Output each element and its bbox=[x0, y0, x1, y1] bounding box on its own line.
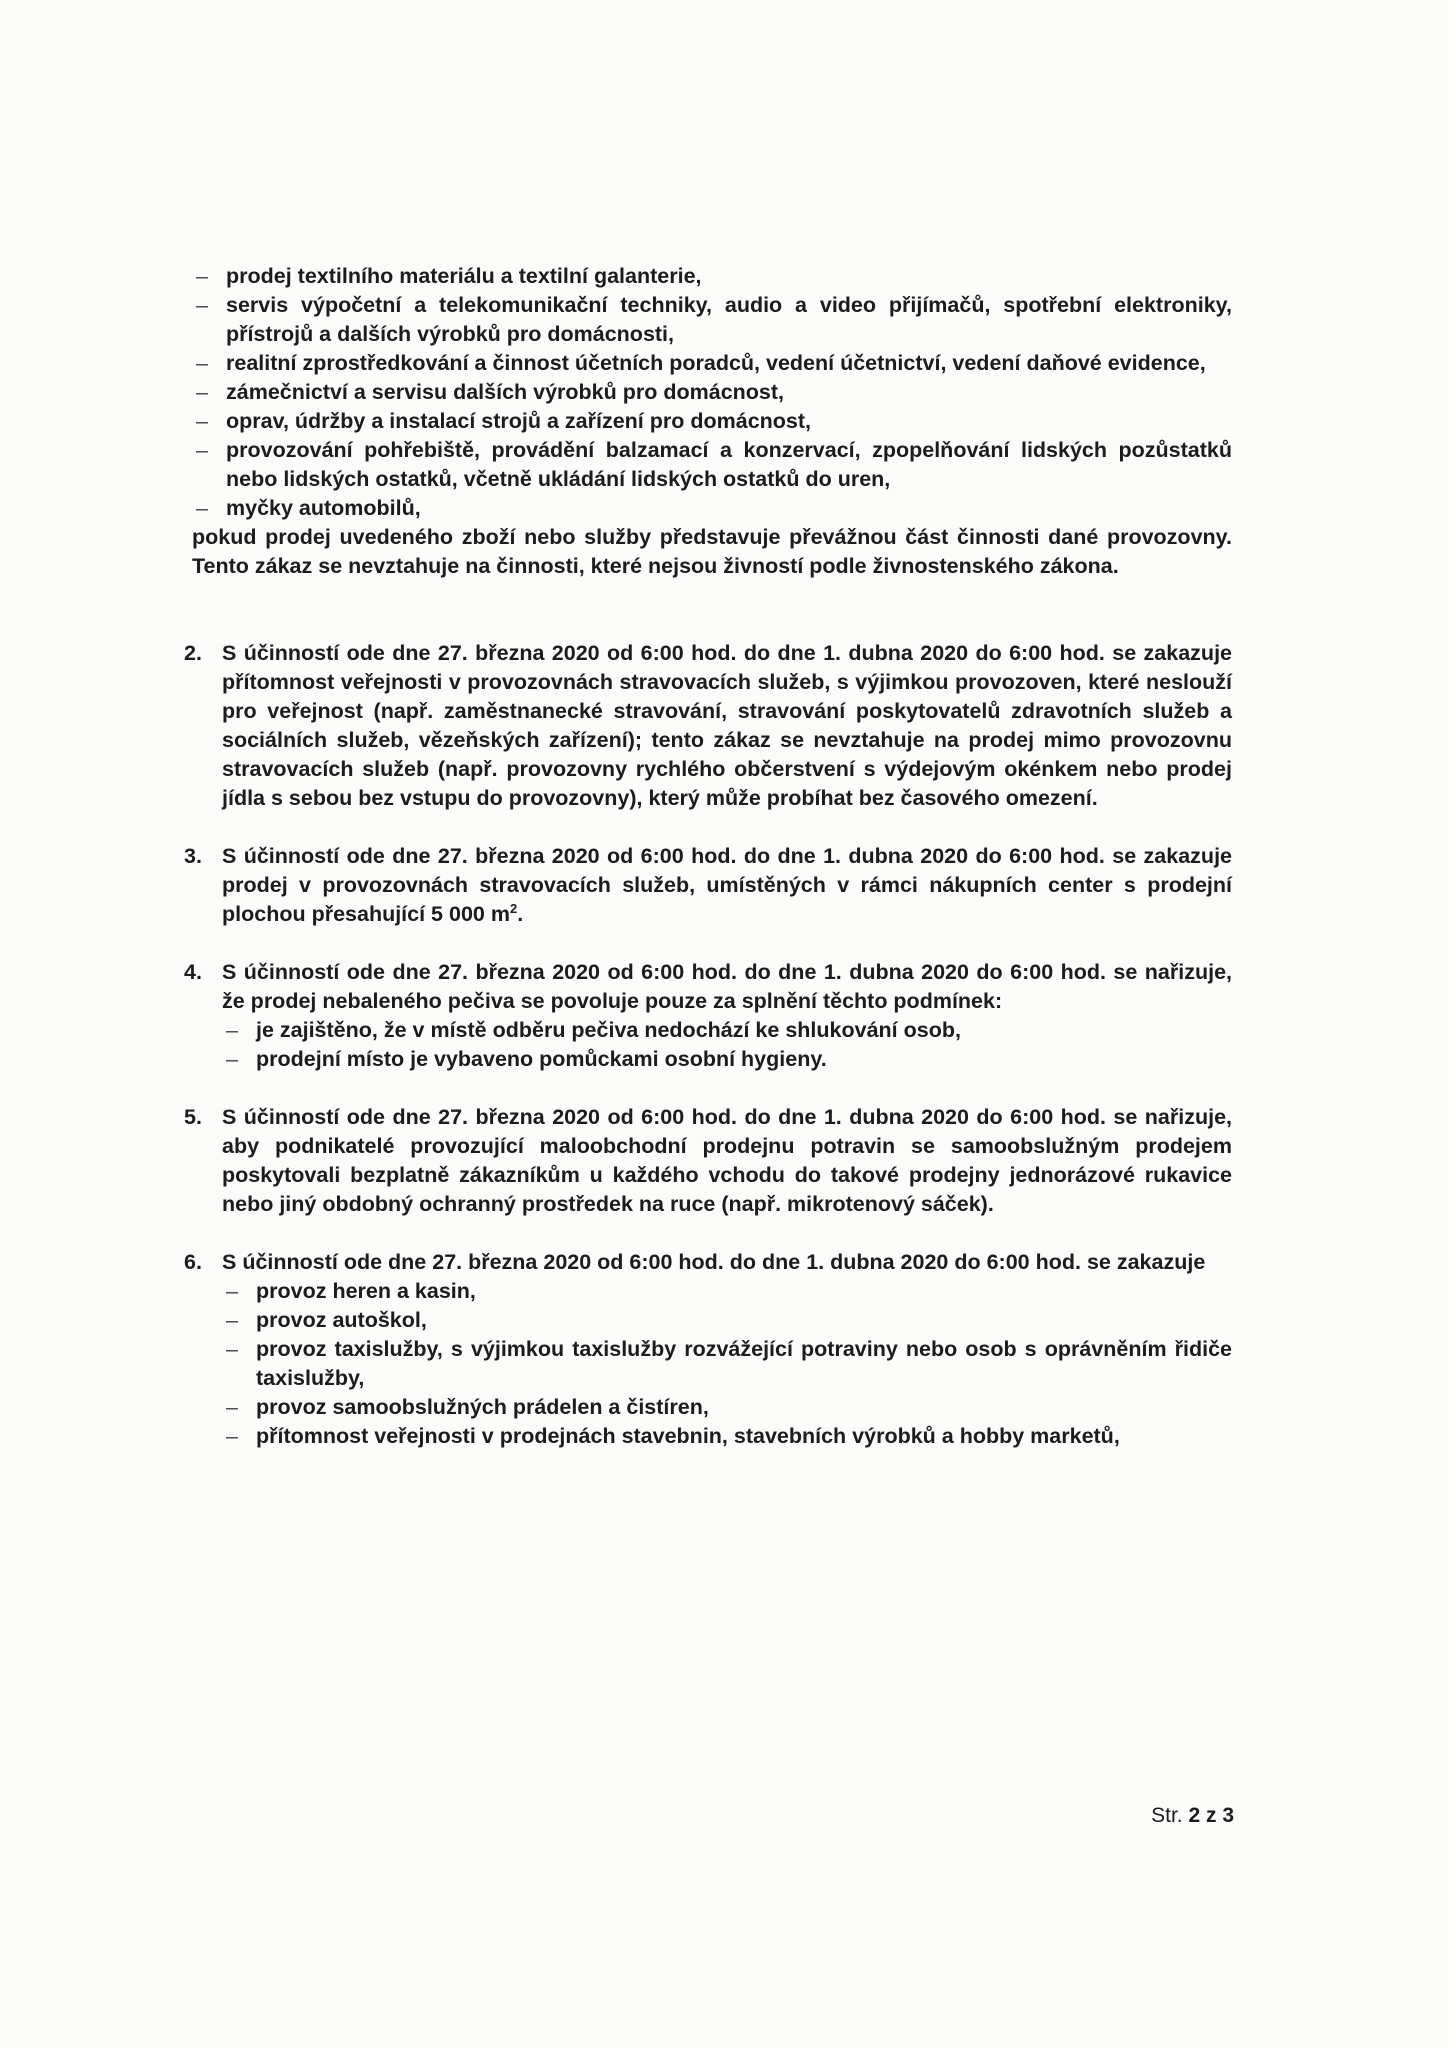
section-number: 4. bbox=[184, 960, 202, 984]
list-item: – provoz heren a kasin, bbox=[222, 1277, 1232, 1306]
list-item: – servis výpočetní a telekomunikační techniky, audio a video přijímačů, spotřební elektroniky, přístrojů a dalších výrobků pro domácnosti, bbox=[192, 291, 1232, 349]
section-4-list bbox=[222, 1016, 1232, 1074]
section-text: S účinností ode dne 27. března 2020 od 6:00 hod. do dne 1. dubna 2020 do 6:00 hod. se nařizuje, že prodej nebaleného pečiva se povoluje pouze za splnění těchto podmínek: bbox=[222, 960, 1232, 1013]
section-number: 6. bbox=[184, 1250, 202, 1274]
superscript: 2 bbox=[509, 900, 518, 916]
list-item: – provoz samoobslužných prádelen a čistíren, bbox=[222, 1393, 1232, 1422]
section-6-list bbox=[222, 1277, 1232, 1451]
section-2 bbox=[184, 639, 1232, 813]
section-text: S účinností ode dne 27. března 2020 od 6:00 hod. do dne 1. dubna 2020 do 6:00 hod. se zakazuje bbox=[222, 1250, 1206, 1274]
list-item: – oprav, údržby a instalací strojů a zařízení pro domácnost, bbox=[192, 407, 1232, 436]
page-footer bbox=[1151, 1804, 1234, 1828]
section-6 bbox=[184, 1248, 1232, 1451]
section-tail: . bbox=[517, 902, 524, 926]
section-text: S účinností ode dne 27. března 2020 od 6:00 hod. do dne 1. dubna 2020 do 6:00 hod. se zakazuje prodej v provozovnách stravovacích služeb, umístěných v rámci nákupních center s prodejní plochou přesahující 5 000 m bbox=[222, 844, 1232, 926]
document-body bbox=[184, 262, 1232, 1451]
section-text: S účinností ode dne 27. března 2020 od 6:00 hod. do dne 1. dubna 2020 do 6:00 hod. se nařizuje, aby podnikatelé provozující maloobchodní prodejnu potravin se samoobslužným prodejem poskytovali bezplatně zákazníkům u každého vchodu do takové prodejny jednorázové rukavice nebo jiný obdobný ochranný prostředek na ruce (např. mikrotenový sáček). bbox=[222, 1105, 1232, 1216]
section-number: 3. bbox=[184, 844, 202, 868]
section-number: 5. bbox=[184, 1105, 202, 1129]
section-text: S účinností ode dne 27. března 2020 od 6:00 hod. do dne 1. dubna 2020 do 6:00 hod. se zakazuje přítomnost veřejnosti v provozovnách stravovacích služeb, s výjimkou provozoven, které neslouží pro veřejnost (např. zaměstnanecké stravování, stravování poskytovatelů zdravotních služeb a sociálních služeb, vězeňských zařízení); tento zákaz se nevztahuje na prodej mimo provozovnu stravovacích služeb (např. provozovny rychlého občerstvení s výdejovým okénkem nebo prodej jídla s sebou bez vstupu do provozovny), který může probíhat bez časového omezení. bbox=[222, 641, 1232, 810]
list-item: – realitní zprostředkování a činnost účetních poradců, vedení účetnictví, vedení daňové evidence, bbox=[192, 349, 1232, 378]
page-number: 2 z 3 bbox=[1188, 1804, 1234, 1827]
section-5 bbox=[184, 1103, 1232, 1219]
closing-paragraph: pokud prodej uvedeného zboží nebo služby představuje převážnou část činnosti dané provozovny. Tento zákaz se nevztahuje na činnosti, které nejsou živností podle živnostenského zákona. bbox=[192, 525, 1232, 578]
list-item: – myčky automobilů, bbox=[192, 494, 1232, 523]
section-number: 2. bbox=[184, 641, 202, 665]
section-3 bbox=[184, 842, 1232, 929]
list-item: – prodejní místo je vybaveno pomůckami osobní hygieny. bbox=[222, 1045, 1232, 1074]
list-item: – prodej textilního materiálu a textilní galanterie, bbox=[192, 262, 1232, 291]
page-prefix: Str. bbox=[1151, 1804, 1183, 1827]
list-item: – provoz autoškol, bbox=[222, 1306, 1232, 1335]
list-item: – je zajištěno, že v místě odběru pečiva nedochází ke shlukování osob, bbox=[222, 1016, 1232, 1045]
list-item: – zámečnictví a servisu dalších výrobků pro domácnost, bbox=[192, 378, 1232, 407]
section-4 bbox=[184, 958, 1232, 1074]
list-item: – přítomnost veřejnosti v prodejnách stavebnin, stavebních výrobků a hobby marketů, bbox=[222, 1422, 1232, 1451]
list-item: – provoz taxislužby, s výjimkou taxislužby rozvážející potraviny nebo osob s oprávněním řidiče taxislužby, bbox=[222, 1335, 1232, 1393]
list-item: – provozování pohřebiště, provádění balzamací a konzervací, zpopelňování lidských pozůstatků nebo lidských ostatků, včetně ukládání lidských ostatků do uren, bbox=[192, 436, 1232, 494]
top-dash-list bbox=[192, 262, 1232, 523]
